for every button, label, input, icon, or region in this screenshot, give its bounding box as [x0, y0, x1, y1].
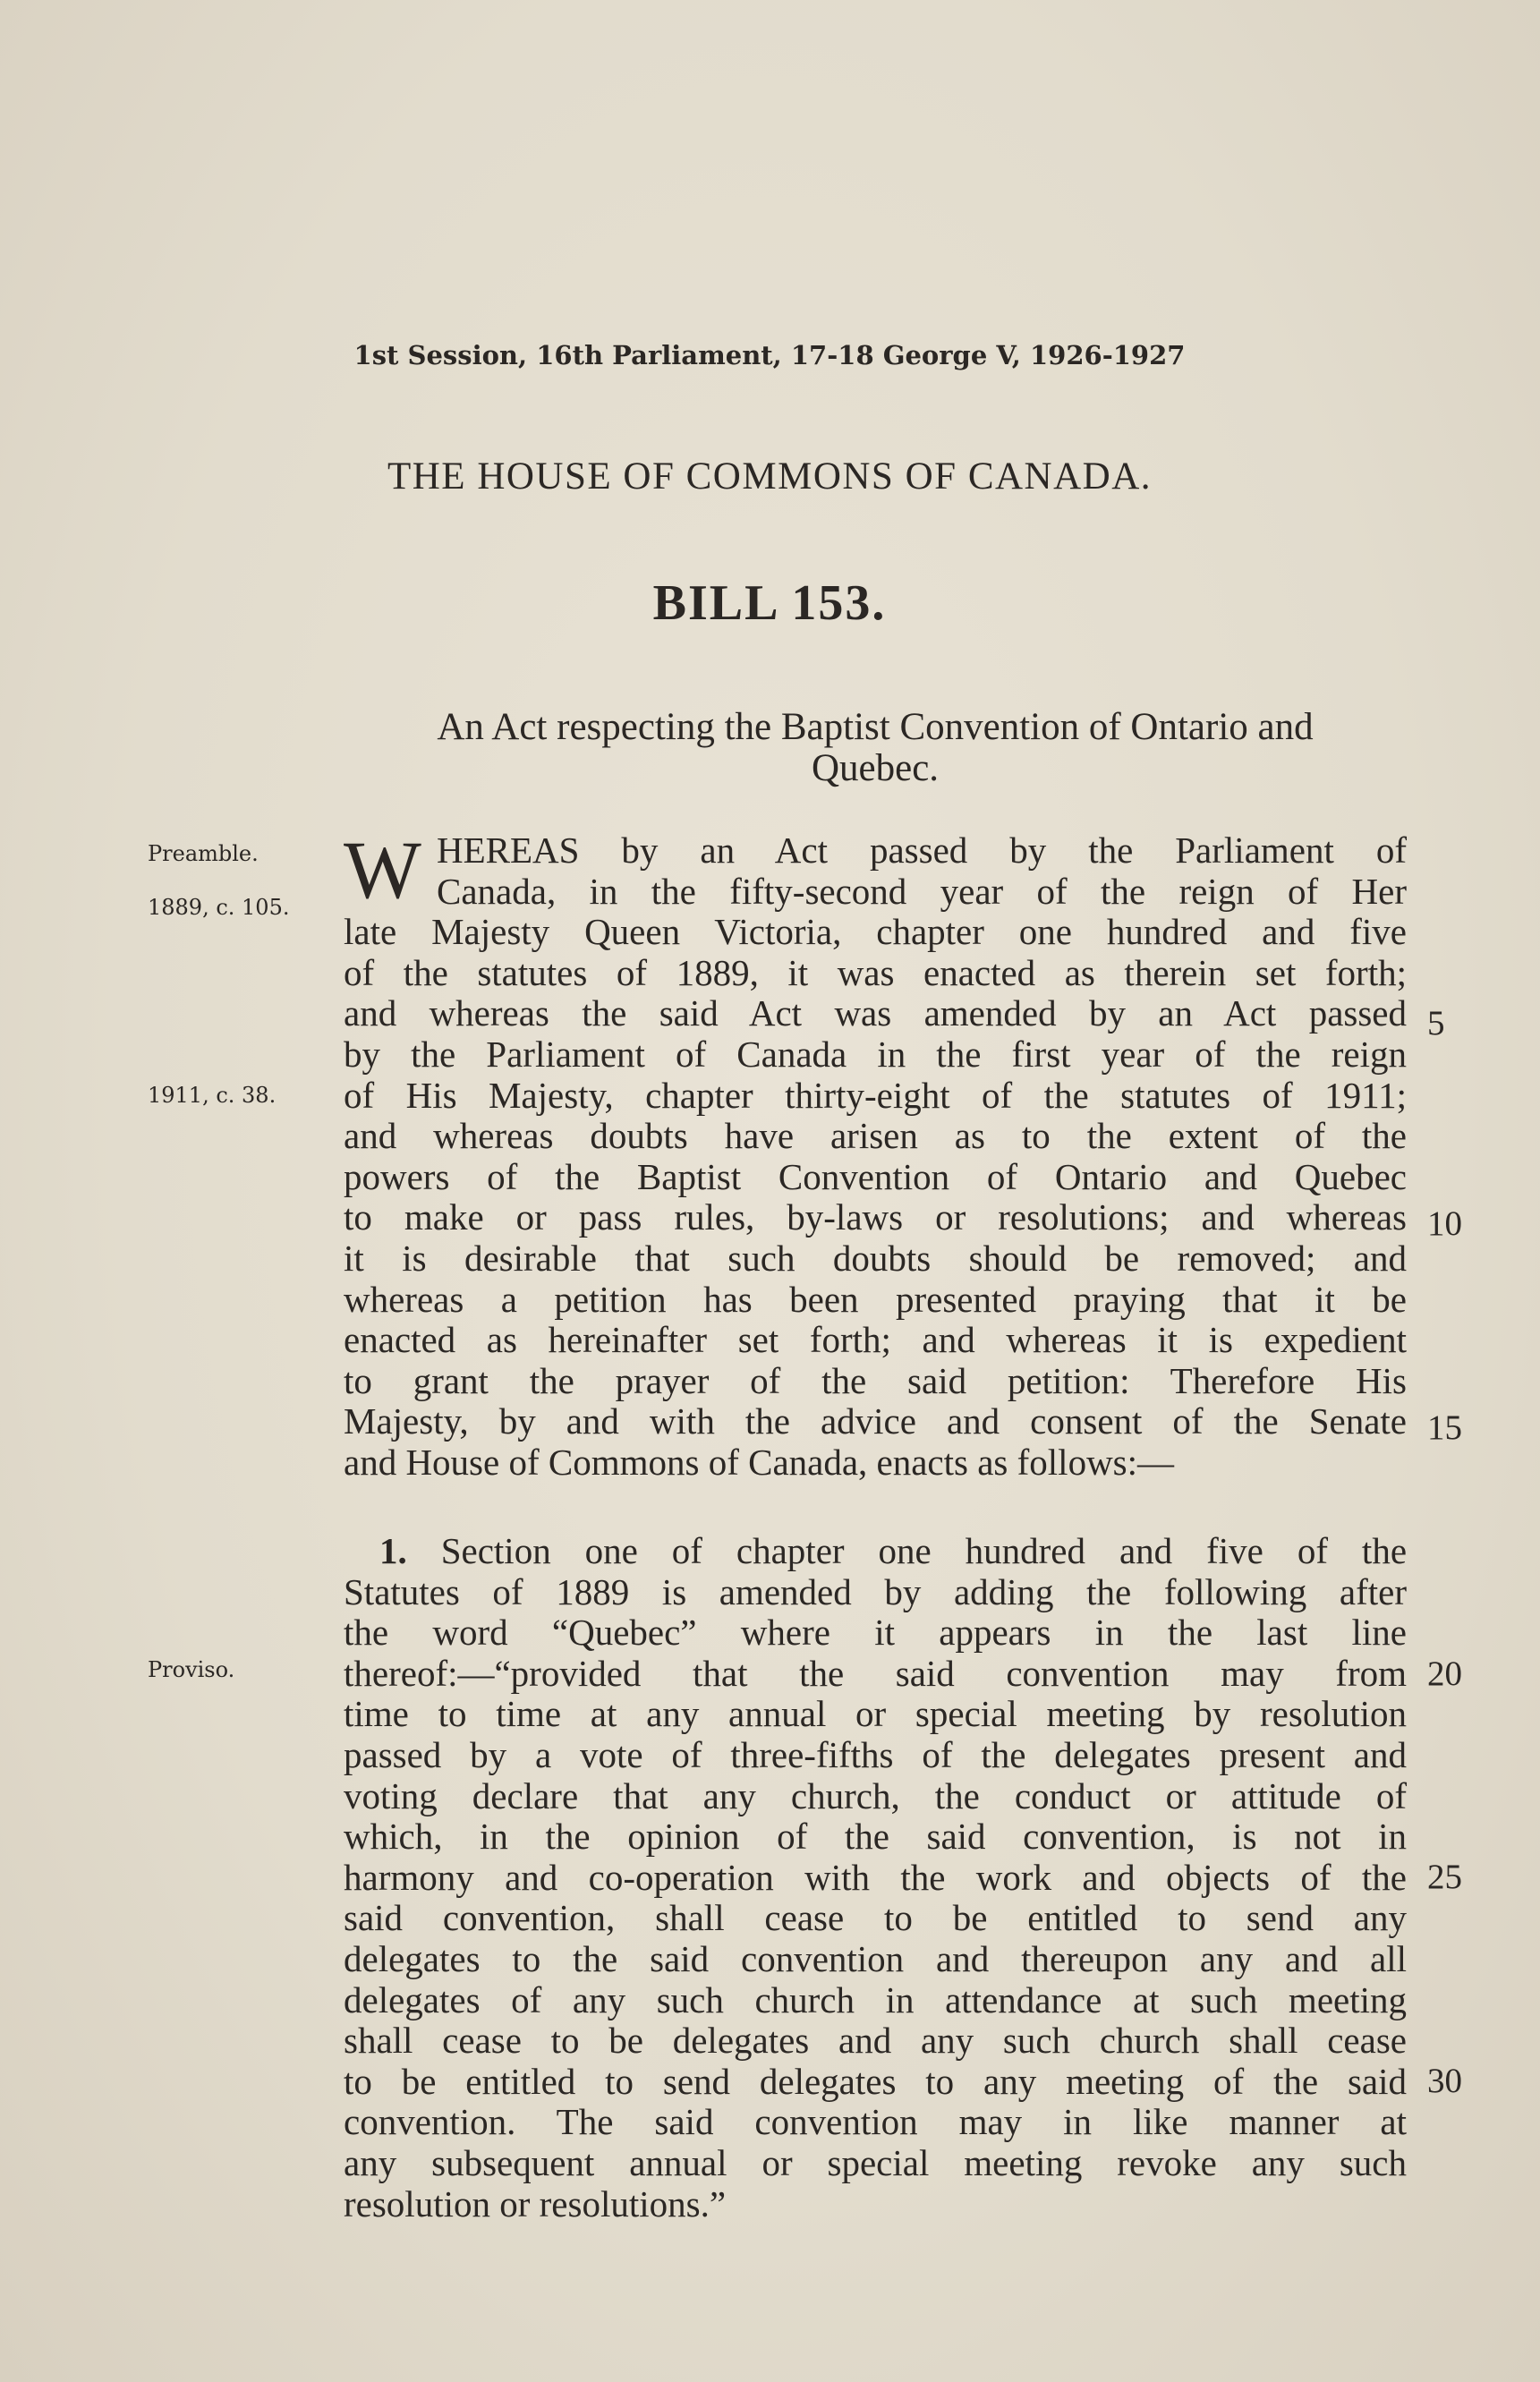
preamble-line: whereas a petition has been presented praying that it be [344, 1278, 1407, 1320]
preamble-line: and whereas the said Act was amended by an Act passed [344, 992, 1407, 1034]
preamble-line: to make or pass rules, by-laws or resolutions; and whereas [344, 1196, 1407, 1238]
house-title: THE HOUSE OF COMMONS OF CANADA. [387, 455, 1153, 498]
line-number: 30 [1427, 2062, 1462, 2100]
act-title-line-1: An Act respecting the Baptist Convention of Ontario and [437, 706, 1314, 748]
preamble-line: Canada, in the fifty-second year of the reign of Her [437, 870, 1407, 912]
bill-number: BILL 153. [652, 575, 887, 631]
section-1-text [344, 1531, 1407, 2225]
line-number: 15 [1427, 1408, 1462, 1447]
section-line: said convention, shall cease to be entitled to send any [344, 1897, 1407, 1939]
preamble-line: to grant the prayer of the said petition: Therefore His [344, 1359, 1407, 1401]
section-line: to be entitled to send delegates to any meeting of the said [344, 2060, 1407, 2102]
section-line: harmony and co-operation with the work and objects of the [344, 1856, 1407, 1898]
preamble-line: of the statutes of 1889, it was enacted as therein set forth; [344, 951, 1407, 993]
preamble-line: and House of Commons of Canada, enacts as follows:— [344, 1441, 1175, 1483]
section-line: time to time at any annual or special meeting by resolution [344, 1693, 1407, 1735]
preamble-line: and whereas doubts have arisen as to the extent of the [344, 1115, 1407, 1157]
section-line: delegates to the said convention and thereupon any and all [344, 1937, 1407, 1979]
preamble-line: HEREAS by an Act passed by the Parliament of [437, 829, 1407, 871]
preamble-line: of His Majesty, chapter thirty-eight of the statutes of 1911; [344, 1074, 1407, 1116]
section-line: Statutes of 1889 is amended by adding the following after [344, 1570, 1407, 1612]
section-line: any subsequent annual or special meeting revoke any such [344, 2141, 1407, 2183]
preamble-line: enacted as hereinafter set forth; and whereas it is expedient [344, 1319, 1407, 1361]
act-title [344, 707, 1407, 789]
dropcap-letter: W [344, 824, 421, 915]
section-1-first-line [344, 1531, 1407, 1572]
margin-note-1889: 1889, c. 105. [148, 895, 290, 920]
section-line: the word “Quebec” where it appears in the last line [344, 1612, 1407, 1654]
section-line: thereof:—“provided that the said convention may from [344, 1652, 1407, 1694]
preamble-first-lines [344, 824, 1407, 915]
section-1-first-line-text: Section one of chapter one hundred and five of the [440, 1530, 1408, 1571]
preamble-text [344, 824, 1407, 1484]
margin-note-1911: 1911, c. 38. [148, 1083, 277, 1108]
preamble-line: powers of the Baptist Convention of Ontario and Quebec [344, 1155, 1407, 1197]
preamble-line: by the Parliament of Canada in the first year of the reign [344, 1033, 1407, 1075]
section-line: which, in the opinion of the said convention, is not in [344, 1816, 1407, 1858]
line-number: 10 [1427, 1204, 1462, 1243]
act-title-line-2: Quebec. [811, 747, 940, 789]
section-number: 1. [379, 1530, 407, 1571]
section-line: shall cease to be delegates and any such church shall cease [344, 2020, 1407, 2062]
margin-note-proviso: Proviso. [148, 1657, 235, 1682]
section-line: passed by a vote of three-fifths of the delegates present and [344, 1733, 1407, 1775]
section-line: delegates of any such church in attendance at such meeting [344, 1978, 1407, 2020]
preamble-line: Majesty, by and with the advice and consent of the Senate [344, 1400, 1407, 1442]
line-number: 25 [1427, 1858, 1462, 1896]
preamble-line: it is desirable that such doubts should be removed; and [344, 1237, 1407, 1279]
section-line: resolution or resolutions.” [344, 2182, 727, 2225]
margin-note-preamble: Preamble. [148, 841, 259, 866]
section-line: voting declare that any church, the conduct or attitude of [344, 1774, 1407, 1816]
section-line: convention. The said convention may in like manner at [344, 2101, 1407, 2143]
line-number: 20 [1427, 1655, 1462, 1693]
preamble-line: late Majesty Queen Victoria, chapter one hundred and five [344, 911, 1407, 953]
session-header: 1st Session, 16th Parliament, 17-18 George V, 1926-1927 [353, 340, 1186, 370]
line-number: 5 [1427, 1004, 1445, 1042]
